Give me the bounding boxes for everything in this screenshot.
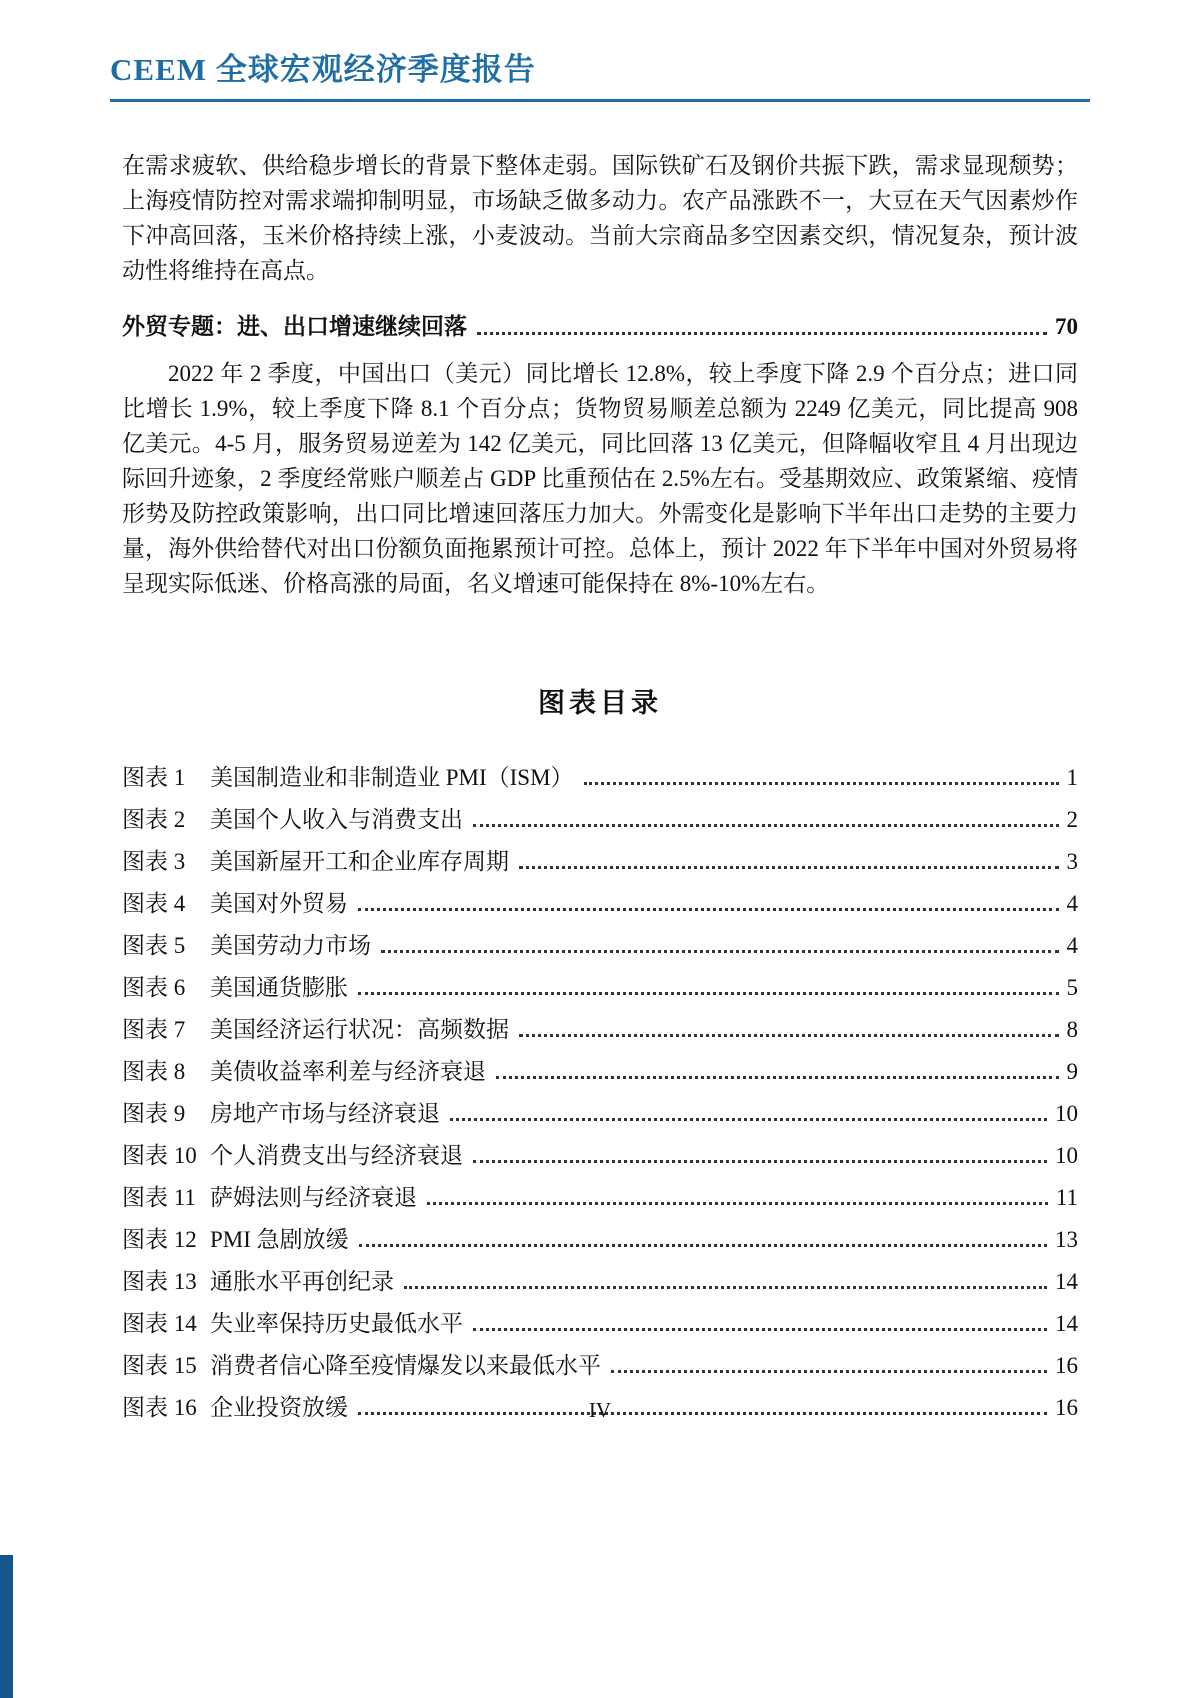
toc-entry-label: 图表 3 xyxy=(122,849,186,874)
toc-entry-row xyxy=(122,764,1078,792)
dot-leader xyxy=(473,824,1059,827)
toc-entry-title: 美国劳动力市场 xyxy=(210,933,371,958)
dot-leader xyxy=(358,992,1059,995)
toc-entry-page: 14 xyxy=(1055,1311,1078,1336)
toc-entry-label: 图表 5 xyxy=(122,933,186,958)
section-heading-row xyxy=(122,312,1078,342)
toc-entry-label: 图表 8 xyxy=(122,1059,186,1084)
toc-entry-row xyxy=(122,1184,1078,1212)
dot-leader xyxy=(381,950,1059,953)
toc-entry-label: 图表 11 xyxy=(122,1185,196,1210)
section-paragraph: 2022 年 2 季度，中国出口（美元）同比增长 12.8%，较上季度下降 2.9 个百分点；进口同比增长 1.9%，较上季度下降 8.1 个百分点；货物贸易顺差总额为 2249 亿美元，同比提高 908 亿美元。4-5 月，服务贸易逆差为 142 亿美元，同比回落 13 亿美元，但降幅收窄且 4 月出现边际回升迹象，2 季度经常账户顺差占 GDP 比重预估在 2.5%左右。受基期效应、政策紧缩、疫情形势及防控政策影响，出口同比增速回落压力加大。外需变化是影响下半年出口走势的主要力量，海外供给替代对出口份额负面拖累预计可控。总体上，预计 2022 年下半年中国对外贸易将呈现实际低迷、价格高涨的局面，名义增速可能保持在 8%-10%左右。 xyxy=(122,361,1078,596)
toc-entry-page: 10 xyxy=(1055,1101,1078,1126)
page-footer xyxy=(0,1398,1200,1423)
intro-paragraph: 在需求疲软、供给稳步增长的背景下整体走弱。国际铁矿石及钢价共振下跌，需求显现颓势；上海疫情防控对需求端抑制明显，市场缺乏做多动力。农产品涨跌不一，大豆在天气因素炒作下冲高回落，玉米价格持续上涨，小麦波动。当前大宗商品多空因素交织，情况复杂，预计波动性将维持在高点。 xyxy=(122,153,1078,283)
dot-leader xyxy=(358,908,1059,911)
toc-entry-page: 14 xyxy=(1055,1269,1078,1294)
toc-entry-title: PMI 急剧放缓 xyxy=(210,1227,349,1252)
dot-leader xyxy=(611,1370,1047,1373)
toc-entry-label: 图表 10 xyxy=(122,1143,197,1168)
toc-entry-page: 4 xyxy=(1066,933,1078,958)
figures-toc-title: 图表目录 xyxy=(538,688,662,718)
toc-entry-title: 失业率保持历史最低水平 xyxy=(210,1311,463,1336)
page-header xyxy=(0,0,1200,102)
dot-leader xyxy=(404,1286,1047,1289)
toc-entry-title: 美国经济运行状况：高频数据 xyxy=(210,1017,509,1042)
dot-leader xyxy=(496,1076,1059,1079)
dot-leader xyxy=(477,332,1047,335)
toc-entry-title: 美国通货膨胀 xyxy=(210,975,348,1000)
toc-entry-label: 图表 16 xyxy=(122,1395,197,1420)
toc-entry-label: 图表 12 xyxy=(122,1227,197,1252)
dot-leader xyxy=(519,866,1059,869)
toc-entry-label: 图表 6 xyxy=(122,975,186,1000)
toc-entry-label: 图表 1 xyxy=(122,765,186,790)
toc-entry-label: 图表 4 xyxy=(122,891,186,916)
toc-entry-title: 美国个人收入与消费支出 xyxy=(210,807,463,832)
toc-entry-page: 2 xyxy=(1066,807,1078,832)
toc-entry-row xyxy=(122,1352,1078,1380)
toc-entry-row xyxy=(122,1226,1078,1254)
toc-entry-page: 1 xyxy=(1066,765,1078,790)
toc-entry-label: 图表 2 xyxy=(122,807,186,832)
dot-leader xyxy=(359,1244,1047,1247)
dot-leader xyxy=(427,1202,1048,1205)
toc-entry-page: 11 xyxy=(1055,1185,1078,1210)
toc-entry-label: 图表 7 xyxy=(122,1017,186,1042)
toc-entry-page: 16 xyxy=(1055,1353,1078,1378)
toc-entry-row xyxy=(122,1310,1078,1338)
toc-entry-page: 16 xyxy=(1055,1395,1078,1420)
toc-entry-row xyxy=(122,848,1078,876)
toc-entry-label: 图表 15 xyxy=(122,1353,197,1378)
toc-entry-title: 企业投资放缓 xyxy=(210,1395,348,1420)
toc-entry-page: 4 xyxy=(1066,891,1078,916)
section-heading-label: 外贸专题：进、出口增速继续回落 xyxy=(122,314,467,339)
toc-entry-label: 图表 9 xyxy=(122,1101,186,1126)
toc-entry-page: 10 xyxy=(1055,1143,1078,1168)
dot-leader xyxy=(473,1160,1047,1163)
report-title: CEEM 全球宏观经济季度报告 xyxy=(110,52,536,87)
figures-toc-list xyxy=(122,764,1078,1422)
toc-entry-page: 13 xyxy=(1055,1227,1078,1252)
section-heading-page: 70 xyxy=(1055,314,1078,339)
toc-entry-row xyxy=(122,1016,1078,1044)
toc-entry-label: 图表 13 xyxy=(122,1269,197,1294)
toc-entry-page: 9 xyxy=(1066,1059,1078,1084)
toc-entry-page: 8 xyxy=(1066,1017,1078,1042)
dot-leader xyxy=(519,1034,1059,1037)
toc-entry-row xyxy=(122,1268,1078,1296)
toc-entry-row xyxy=(122,806,1078,834)
toc-entry-title: 消费者信心降至疫情爆发以来最低水平 xyxy=(210,1353,601,1378)
header-rule xyxy=(110,99,1090,102)
toc-entry-row xyxy=(122,890,1078,918)
toc-entry-title: 美国制造业和非制造业 PMI（ISM） xyxy=(210,765,574,790)
toc-entry-row xyxy=(122,1100,1078,1128)
dot-leader xyxy=(450,1118,1047,1121)
toc-entry-title: 美国对外贸易 xyxy=(210,891,348,916)
corner-accent-bar xyxy=(0,1555,13,1698)
toc-entry-row xyxy=(122,932,1078,960)
dot-leader xyxy=(584,782,1059,785)
toc-entry-title: 美债收益率利差与经济衰退 xyxy=(210,1059,486,1084)
toc-entry-title: 通胀水平再创纪录 xyxy=(210,1269,394,1294)
toc-entry-title: 萨姆法则与经济衰退 xyxy=(210,1185,417,1210)
toc-entry-title: 房地产市场与经济衰退 xyxy=(210,1101,440,1126)
toc-entry-title: 美国新屋开工和企业库存周期 xyxy=(210,849,509,874)
page-content xyxy=(0,148,1200,1422)
toc-entry-row xyxy=(122,974,1078,1002)
footer-page-number: IV xyxy=(588,1398,612,1422)
toc-entry-page: 5 xyxy=(1066,975,1078,1000)
toc-entry-label: 图表 14 xyxy=(122,1311,197,1336)
toc-entry-page: 3 xyxy=(1066,849,1078,874)
dot-leader xyxy=(473,1328,1047,1331)
toc-entry-row xyxy=(122,1142,1078,1170)
toc-entry-row xyxy=(122,1058,1078,1086)
toc-entry-title: 个人消费支出与经济衰退 xyxy=(210,1143,463,1168)
